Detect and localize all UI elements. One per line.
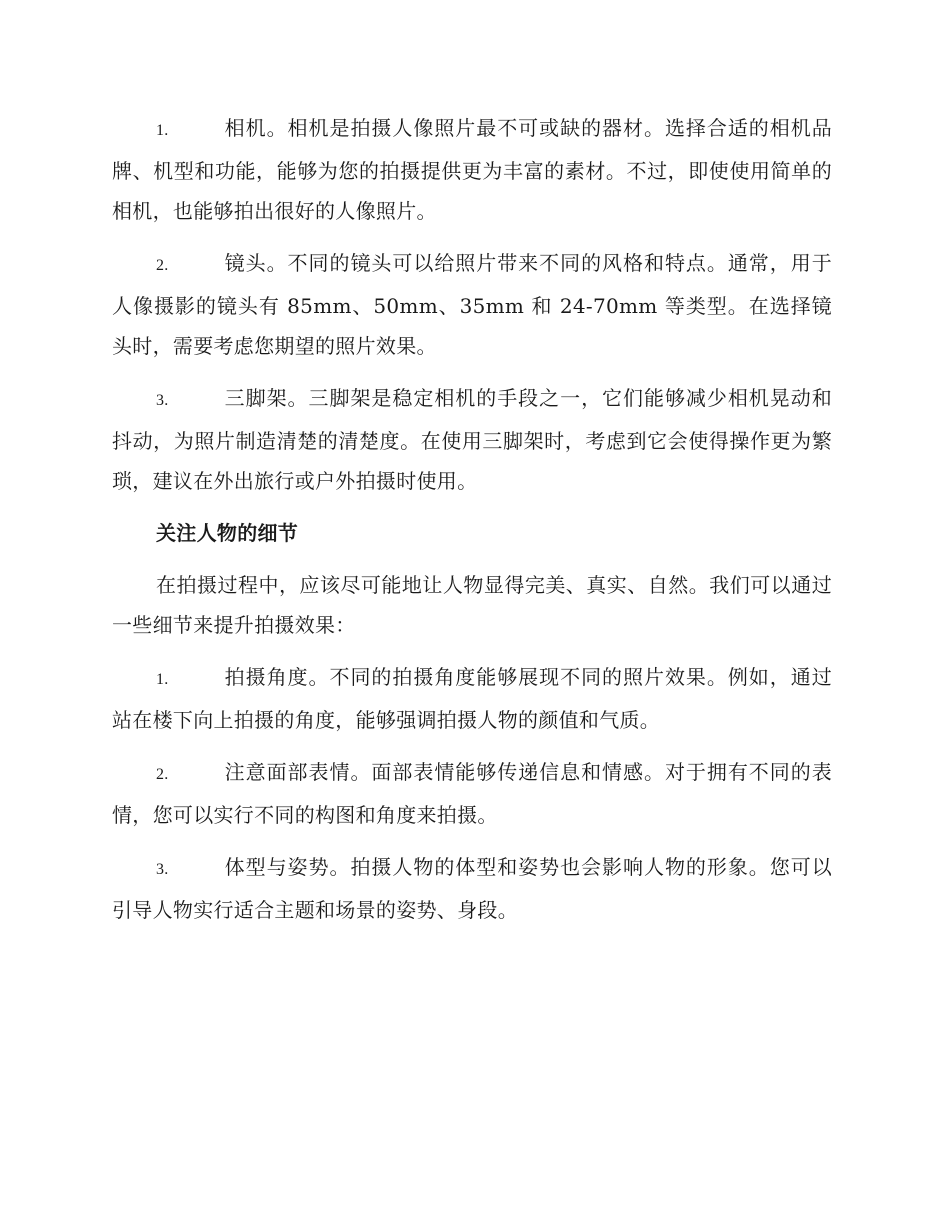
document-page [112, 108, 832, 942]
intro-paragraph: 在拍摄过程中，应该尽可能地让人物显得完美、真实、自然。我们可以通过一些细节来提升拍摄效果： [112, 573, 832, 637]
list-item-text: 相机。相机是拍摄人像照片最不可或缺的器材。选择合适的相机品牌、机型和功能，能够为您的拍摄提供更为丰富的素材。不过，即使使用简单的相机，也能够拍出很好的人像照片。 [112, 116, 832, 223]
list-item [112, 108, 832, 231]
list-item-number: 2. [156, 257, 169, 274]
list-item [112, 378, 832, 501]
list-item-number: 3. [156, 861, 169, 878]
list-item-number: 1. [156, 671, 169, 688]
list-item [112, 657, 832, 740]
list-item-number: 1. [156, 122, 169, 139]
list-item-number: 2. [156, 766, 169, 783]
list-item-number: 3. [156, 392, 169, 409]
list-item-text: 镜头。不同的镜头可以给照片带来不同的风格和特点。通常，用于人像摄影的镜头有 85mm、50mm、35mm 和 24-70mm 等类型。在选择镜头时，需要考虑您期望的照片效果。 [112, 251, 832, 358]
list-item [112, 847, 832, 930]
list-item [112, 752, 832, 835]
section-heading: 关注人物的细节 [156, 521, 299, 545]
list-item-text: 体型与姿势。拍摄人物的体型和姿势也会影响人物的形象。您可以引导人物实行适合主题和场景的姿势、身段。 [112, 855, 832, 922]
list-item-text: 三脚架。三脚架是稳定相机的手段之一，它们能够减少相机晃动和抖动，为照片制造清楚的清楚度。在使用三脚架时，考虑到它会使得操作更为繁琐，建议在外出旅行或户外拍摄时使用。 [112, 386, 832, 493]
list-item-text: 注意面部表情。面部表情能够传递信息和情感。对于拥有不同的表情，您可以实行不同的构图和角度来拍摄。 [112, 760, 832, 827]
list-item [112, 243, 832, 366]
list-item-text: 拍摄角度。不同的拍摄角度能够展现不同的照片效果。例如，通过站在楼下向上拍摄的角度，能够强调拍摄人物的颜值和气质。 [112, 665, 832, 732]
